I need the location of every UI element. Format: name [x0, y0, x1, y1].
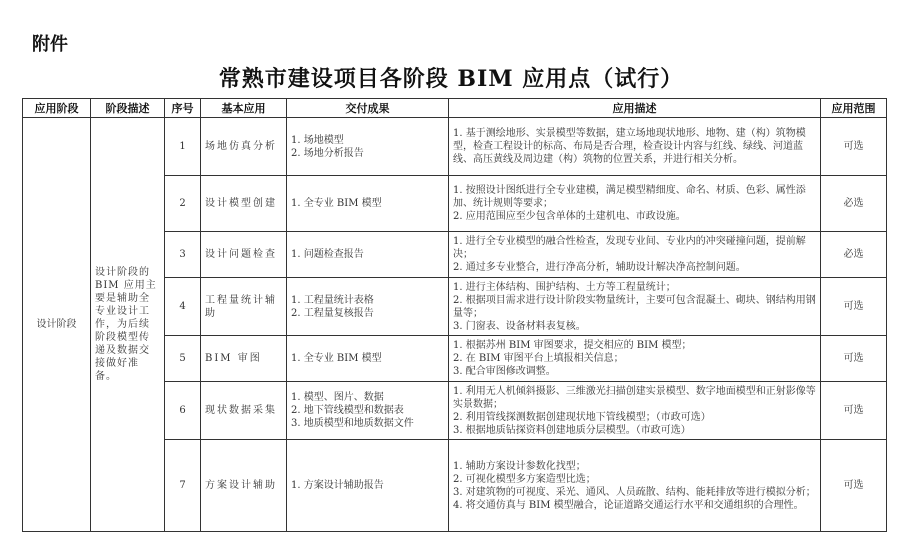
stage-description-cell: 设计阶段的 BIM 应用主要是辅助全专业设计工作，为后续阶段模型传递及数据交接做好准备。 [91, 118, 165, 532]
application-name: 方案设计辅助 [201, 440, 287, 532]
deliverables-cell: 1. 工程量统计表格 2. 工程量复核报告 [287, 278, 449, 336]
scope-cell: 可选 [821, 440, 887, 532]
deliverables-cell: 1. 全专业 BIM 模型 [287, 336, 449, 382]
deliverables-cell: 1. 问题检查报告 [287, 232, 449, 278]
application-name: BIM 审图 [201, 336, 287, 382]
application-description: 1. 基于测绘地形、实景模型等数据，建立场地现状地形、地物、建（构）筑物模型，检查工程设计的标高、布局是否合理，检查设计内容与红线、绿线、河道蓝线、高压黄线及周边建（构）筑物的位置关系，并进行相关分析。 [449, 118, 821, 176]
row-number: 7 [165, 440, 201, 532]
deliverables-cell: 1. 全专业 BIM 模型 [287, 176, 449, 232]
row-number: 1 [165, 118, 201, 176]
application-name: 场地仿真分析 [201, 118, 287, 176]
deliverables-cell: 1. 方案设计辅助报告 [287, 440, 449, 532]
attachment-label: 附件 [32, 34, 68, 55]
application-description: 1. 根据苏州 BIM 审图要求，提交相应的 BIM 模型； 2. 在 BIM 审图平台上填报相关信息； 3. 配合审图修改调整。 [449, 336, 821, 382]
scope-cell: 可选 [821, 382, 887, 440]
application-description: 1. 进行主体结构、围护结构、土方等工程量统计； 2. 根据项目需求进行设计阶段实物量统计，主要可包含混凝土、砌块、钢结构用钢量等； 3. 门窗表、设备材料表复核。 [449, 278, 821, 336]
application-description: 1. 按照设计图纸进行全专业建模，满足模型精细度、命名、材质、色彩、属性添加、统计规则等要求； 2. 应用范围应至少包含单体的土建机电、市政设施。 [449, 176, 821, 232]
application-description: 1. 辅助方案设计参数化找型； 2. 可视化模型多方案造型比选； 3. 对建筑物的可视度、采光、通风、人员疏散、结构、能耗排放等进行模拟分析； 4. 将交通仿真与 BIM 模型融合，论证道路交通运行水平和交通组织的合理性。 [449, 440, 821, 532]
scope-cell: 必选 [821, 232, 887, 278]
deliverables-cell: 1. 模型、图片、数据 2. 地下管线模型和数据表 3. 地质模型和地质数据文件 [287, 382, 449, 440]
document-title: 常熟市建设项目各阶段 BIM 应用点（试行） [218, 66, 684, 92]
column-header: 应用阶段 [23, 99, 91, 118]
scope-cell: 可选 [821, 278, 887, 336]
application-description: 1. 进行全专业模型的融合性检查，发现专业间、专业内的冲突碰撞问题，提前解决； 2. 通过多专业整合，进行净高分析，辅助设计解决净高控制问题。 [449, 232, 821, 278]
bim-application-table [22, 98, 887, 532]
scope-cell: 可选 [821, 118, 887, 176]
application-name: 设计问题检查 [201, 232, 287, 278]
deliverables-cell: 1. 场地模型 2. 场地分析报告 [287, 118, 449, 176]
application-name: 设计模型创建 [201, 176, 287, 232]
row-number: 5 [165, 336, 201, 382]
column-header: 阶段描述 [91, 99, 165, 118]
stage-cell: 设计阶段 [23, 118, 91, 532]
column-header: 序号 [165, 99, 201, 118]
scope-cell: 必选 [821, 176, 887, 232]
column-header: 应用范围 [821, 99, 887, 118]
row-number: 2 [165, 176, 201, 232]
column-header: 应用描述 [449, 99, 821, 118]
scope-cell: 可选 [821, 336, 887, 382]
application-description: 1. 利用无人机倾斜摄影、三维激光扫描创建实景模型、数字地面模型和正射影像等实景数据； 2. 利用管线探测数据创建现状地下管线模型；（市政可选） 3. 根据地质钻探资料创建地质分层模型。（市政可选） [449, 382, 821, 440]
column-header: 交付成果 [287, 99, 449, 118]
column-header: 基本应用 [201, 99, 287, 118]
row-number: 6 [165, 382, 201, 440]
table-row [23, 118, 887, 176]
row-number: 3 [165, 232, 201, 278]
row-number: 4 [165, 278, 201, 336]
application-name: 工程量统计辅助 [201, 278, 287, 336]
application-name: 现状数据采集 [201, 382, 287, 440]
table-header-row [23, 99, 887, 118]
